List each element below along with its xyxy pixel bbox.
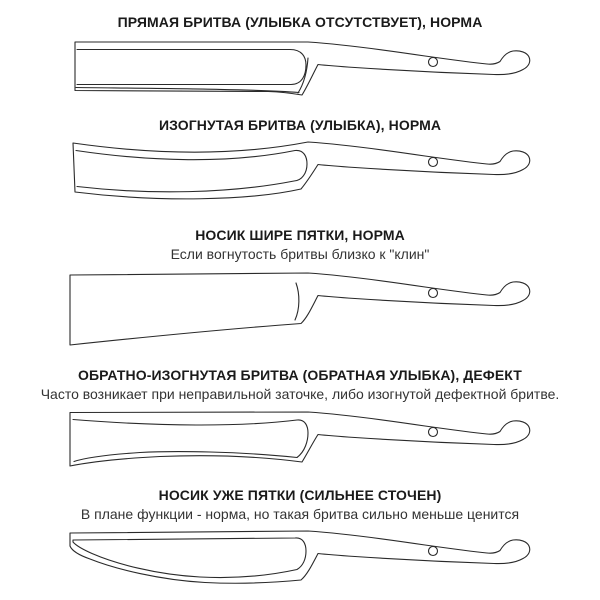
section-3-title: НОСИК ШИРЕ ПЯТКИ, НОРМА xyxy=(195,227,405,243)
section-4-subtitle: Часто возникает при неправильной заточке, либо изогнутой дефектной бритве. xyxy=(40,386,560,402)
section-2-title: ИЗОГНУТАЯ БРИТВА (УЛЫБКА), НОРМА xyxy=(158,117,442,133)
section-4-title: ОБРАТНО-ИЗОГНУТАЯ БРИТВА (ОБРАТНАЯ УЛЫБКА), ДЕФЕКТ xyxy=(78,367,522,383)
razor-diagram-straight xyxy=(75,42,530,95)
section-3-subtitle: Если вогнутость бритвы близко к "клин" xyxy=(170,246,430,262)
section-5-subtitle: В плане функции - норма, но такая бритва сильно меньше ценится xyxy=(80,506,520,522)
razor-diagram-nose-wider xyxy=(70,273,530,345)
razor-diagram-nose-narrower xyxy=(70,531,530,583)
razor-diagram-smile xyxy=(73,142,530,199)
razor-diagram-reverse-smile xyxy=(70,412,530,466)
section-5-title: НОСИК УЖЕ ПЯТКИ (СИЛЬНЕЕ СТОЧЕН) xyxy=(158,487,442,503)
section-1-title: ПРЯМАЯ БРИТВА (УЛЫБКА ОТСУТСТВУЕТ), НОРМА xyxy=(117,14,483,30)
